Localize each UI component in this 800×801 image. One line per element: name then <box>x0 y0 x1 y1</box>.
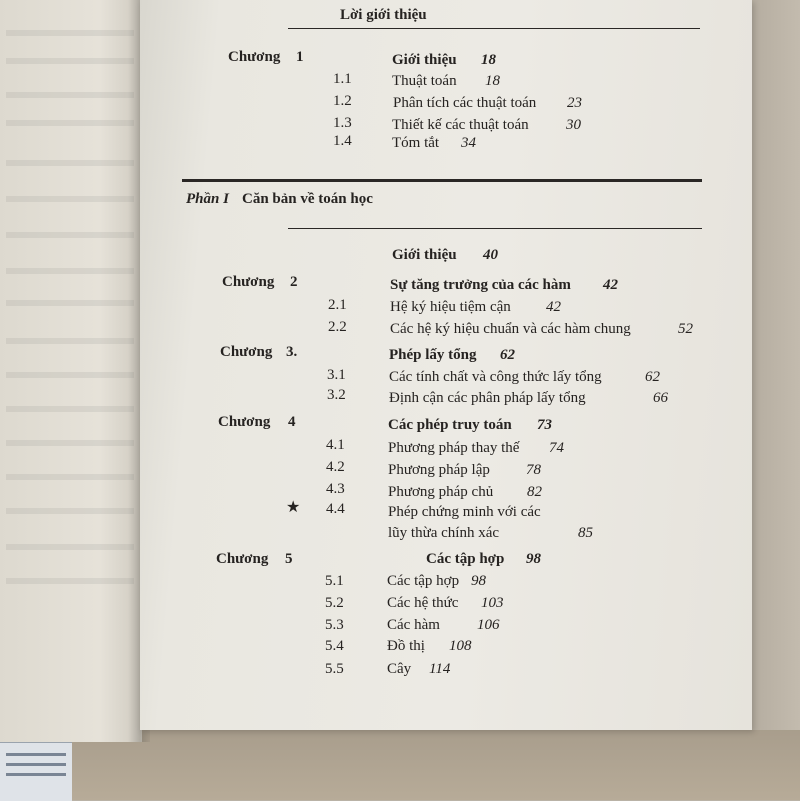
chapter-page: 42 <box>603 277 618 293</box>
section-number: 1.2 <box>333 93 352 109</box>
part-intro-page: 40 <box>483 247 498 263</box>
section-page: 23 <box>567 95 582 111</box>
section-number: 4.4 <box>326 501 345 517</box>
section-number: 4.2 <box>326 459 345 475</box>
chapter-title: Các tập hợp <box>426 551 505 567</box>
chapter-number: 5 <box>285 551 293 567</box>
chapter-label: Chương <box>222 274 275 290</box>
section-title: Các hệ thức <box>387 595 459 611</box>
chapter-page: 18 <box>481 52 496 68</box>
section-number: 5.3 <box>325 617 344 633</box>
section-number: 5.5 <box>325 661 344 677</box>
part-title: Căn bản về toán học <box>242 191 373 207</box>
chapter-label: Chương <box>218 414 271 430</box>
chapter-title: Sự tăng trưởng của các hàm <box>390 277 571 293</box>
part-intro-title: Giới thiệu <box>392 247 457 263</box>
star-icon: ★ <box>286 497 301 516</box>
section-title: Phân tích các thuật toán <box>393 95 537 111</box>
section-number: 3.2 <box>327 387 346 403</box>
section-title: Các tập hợp <box>387 573 460 589</box>
chapter-number: 1 <box>296 49 304 65</box>
section-number: 1.1 <box>333 71 352 87</box>
section-number: 1.4 <box>333 133 352 149</box>
section-title: Cây <box>387 661 412 677</box>
section-page: 78 <box>526 462 541 478</box>
part-rule-top <box>182 179 702 182</box>
section-page: 30 <box>566 117 581 133</box>
left-facing-page <box>0 0 142 742</box>
chapter-label: Chương <box>220 344 273 360</box>
section-title: Tóm tắt <box>392 135 440 151</box>
page-edge-shadow <box>748 0 800 730</box>
section-title: Thuật toán <box>392 73 457 89</box>
section-title: Phép chứng minh với các <box>388 504 541 520</box>
chapter-number: 4 <box>288 414 296 430</box>
section-page: 82 <box>527 484 542 500</box>
section-title: Đồ thị <box>387 638 425 654</box>
chapter-page: 62 <box>500 347 515 363</box>
section-page: 42 <box>546 299 561 315</box>
intro-title: Lời giới thiệu <box>340 7 427 23</box>
section-title: Các hệ ký hiệu chuẩn và các hàm chung <box>390 321 631 337</box>
section-title: Hệ ký hiệu tiệm cận <box>390 299 511 315</box>
section-page: 52 <box>678 321 693 337</box>
chapter-label: Chương <box>228 49 281 65</box>
section-number: 4.3 <box>326 481 345 497</box>
chapter-number: 3. <box>286 344 298 360</box>
section-number: 3.1 <box>327 367 346 383</box>
part-label: Phần I <box>186 191 229 207</box>
section-page: 34 <box>461 135 476 151</box>
section-page: 66 <box>653 390 668 406</box>
section-title: Phương pháp chủ <box>388 484 494 500</box>
section-title: Các hàm <box>387 617 440 633</box>
section-title: Các tính chất và công thức lấy tổng <box>389 369 602 385</box>
section-page: 103 <box>481 595 504 611</box>
chapter-page: 98 <box>526 551 541 567</box>
section-page: 62 <box>645 369 660 385</box>
intro-rule <box>288 28 700 29</box>
section-page: 74 <box>549 440 564 456</box>
chapter-title: Các phép truy toán <box>388 417 512 433</box>
section-title: Thiết kế các thuật toán <box>392 117 529 133</box>
section-page: 98 <box>471 573 486 589</box>
barcode-sticker <box>0 742 72 801</box>
section-number: 2.2 <box>328 319 347 335</box>
chapter-number: 2 <box>290 274 298 290</box>
chapter-label: Chương <box>216 551 269 567</box>
section-page: 114 <box>429 661 451 677</box>
section-number: 2.1 <box>328 297 347 313</box>
chapter-title: Giới thiệu <box>392 52 457 68</box>
section-title: Định cận các phân pháp lấy tổng <box>389 390 586 406</box>
part-rule-bottom <box>288 228 702 229</box>
chapter-page: 73 <box>537 417 552 433</box>
section-title-continued: lũy thừa chính xác <box>388 525 500 541</box>
section-number: 4.1 <box>326 437 345 453</box>
section-page: 106 <box>477 617 500 633</box>
section-page: 108 <box>449 638 472 654</box>
section-title: Phương pháp lập <box>388 462 490 478</box>
section-number: 5.1 <box>325 573 344 589</box>
chapter-title: Phép lấy tổng <box>389 347 477 363</box>
section-title: Phương pháp thay thế <box>388 440 520 456</box>
section-number: 1.3 <box>333 115 352 131</box>
section-number: 5.2 <box>325 595 344 611</box>
section-page: 18 <box>485 73 500 89</box>
section-page: 85 <box>578 525 593 541</box>
section-number: 5.4 <box>325 638 344 654</box>
